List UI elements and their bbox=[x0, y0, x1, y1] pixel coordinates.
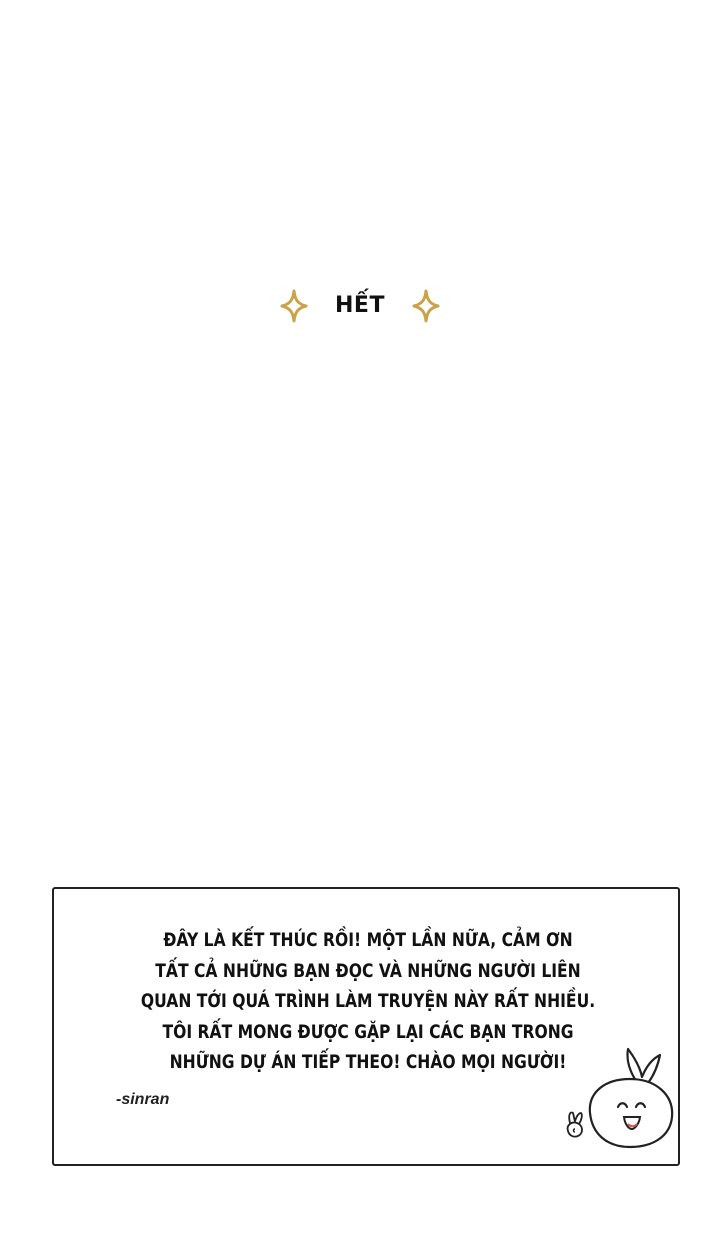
end-title: HẾT bbox=[335, 293, 385, 318]
note-line: TÔI RẤT MONG ĐƯỢC GẶP LẠI CÁC BẠN TRONG bbox=[162, 1020, 574, 1043]
sparkle-icon bbox=[279, 289, 309, 323]
sparkle-icon bbox=[411, 289, 441, 323]
note-line: QUAN TỚI QUÁ TRÌNH LÀM TRUYỆN NÀY RẤT NHIỀU. bbox=[140, 990, 596, 1012]
note-line: ĐÂY LÀ KẾT THÚC RỒI! MỘT LẦN NỮA, CẢM ƠN bbox=[163, 929, 573, 951]
note-line: TẤT CẢ NHỮNG BẠN ĐỌC VÀ NHỮNG NGƯỜI LIÊN bbox=[155, 959, 581, 982]
smiling-blob-mascot-icon bbox=[560, 1041, 678, 1153]
bunny-icon bbox=[568, 1112, 582, 1136]
end-marker bbox=[0, 284, 720, 328]
author-signature: -sinran bbox=[116, 1091, 170, 1108]
note-line: NHỮNG DỰ ÁN TIẾP THEO! CHÀO MỌI NGƯỜI! bbox=[169, 1051, 567, 1073]
author-note-box bbox=[52, 887, 680, 1166]
